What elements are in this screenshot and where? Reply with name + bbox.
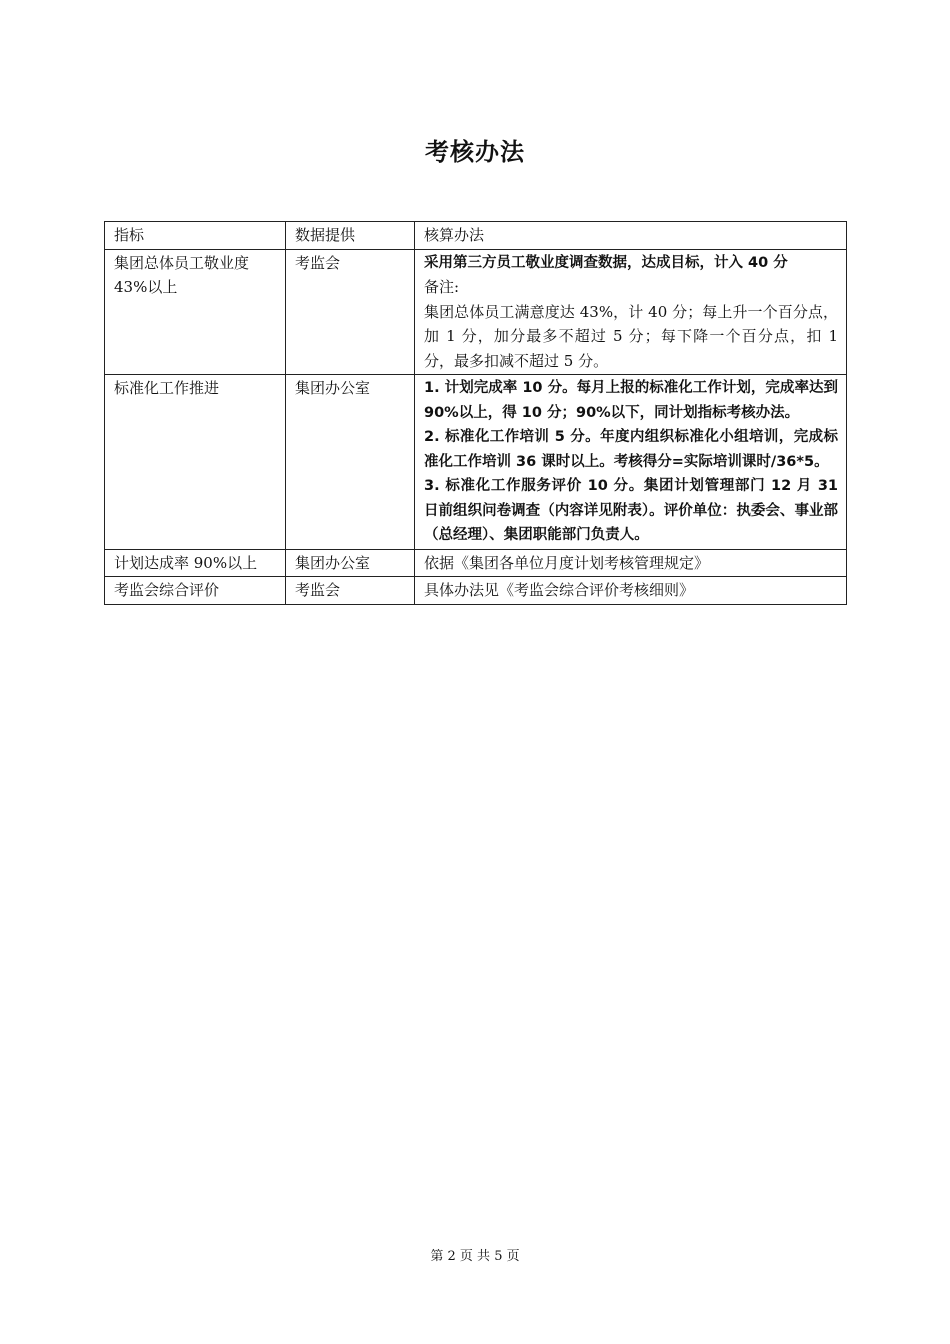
- method-cell: 依据《集团各单位月度计划考核管理规定》: [415, 549, 847, 577]
- indicator-cell: 考监会综合评价: [105, 577, 286, 605]
- indicator-cell: 集团总体员工敬业度43%以上: [105, 249, 286, 375]
- document-title: 考核办法: [425, 137, 525, 166]
- provider-cell: 考监会: [286, 249, 415, 375]
- method-cell: [415, 375, 847, 550]
- table-row: [105, 249, 847, 375]
- provider-cell: 集团办公室: [286, 549, 415, 577]
- provider-cell: 集团办公室: [286, 375, 415, 550]
- method-cell: [415, 249, 847, 375]
- method-note-label: 备注:: [424, 278, 460, 296]
- method-note-text: 集团总体员工满意度达 43%，计 40 分；每上升一个百分点，加 1 分，加分最多不超过 5 分；每下降一个百分点，扣 1 分，最多扣减不超过 5 分。: [424, 302, 838, 370]
- method-bold-text: 采用第三方员工敬业度调查数据，达成目标，计入 40 分: [424, 254, 788, 271]
- header-method: 核算办法: [415, 222, 847, 250]
- header-indicator: 指标: [105, 222, 286, 250]
- table-header-row: [105, 222, 847, 250]
- table-row: [105, 577, 847, 605]
- indicator-cell: 计划达成率 90%以上: [105, 549, 286, 577]
- method-item-1: 1. 计划完成率 10 分。每月上报的标准化工作计划，完成率达到 90%以上，得 10 分；90%以下，同计划指标考核办法。: [424, 380, 838, 421]
- table-row: [105, 375, 847, 550]
- method-cell: 具体办法见《考监会综合评价考核细则》: [415, 577, 847, 605]
- provider-cell: 考监会: [286, 577, 415, 605]
- assessment-table: [104, 221, 847, 605]
- indicator-cell: 标准化工作推进: [105, 375, 286, 550]
- method-item-3: 3. 标准化工作服务评价 10 分。集团计划管理部门 12 月 31 日前组织问卷调查（内容详见附表）。评价单位：执委会、事业部（总经理）、集团职能部门负责人。: [424, 478, 838, 543]
- header-provider: 数据提供: [286, 222, 415, 250]
- method-item-2: 2. 标准化工作培训 5 分。年度内组织标准化小组培训，完成标准化工作培训 36 课时以上。考核得分=实际培训课时/36*5。: [424, 429, 838, 470]
- table-row: [105, 549, 847, 577]
- page-footer: 第 2 页 共 5 页: [430, 1249, 520, 1264]
